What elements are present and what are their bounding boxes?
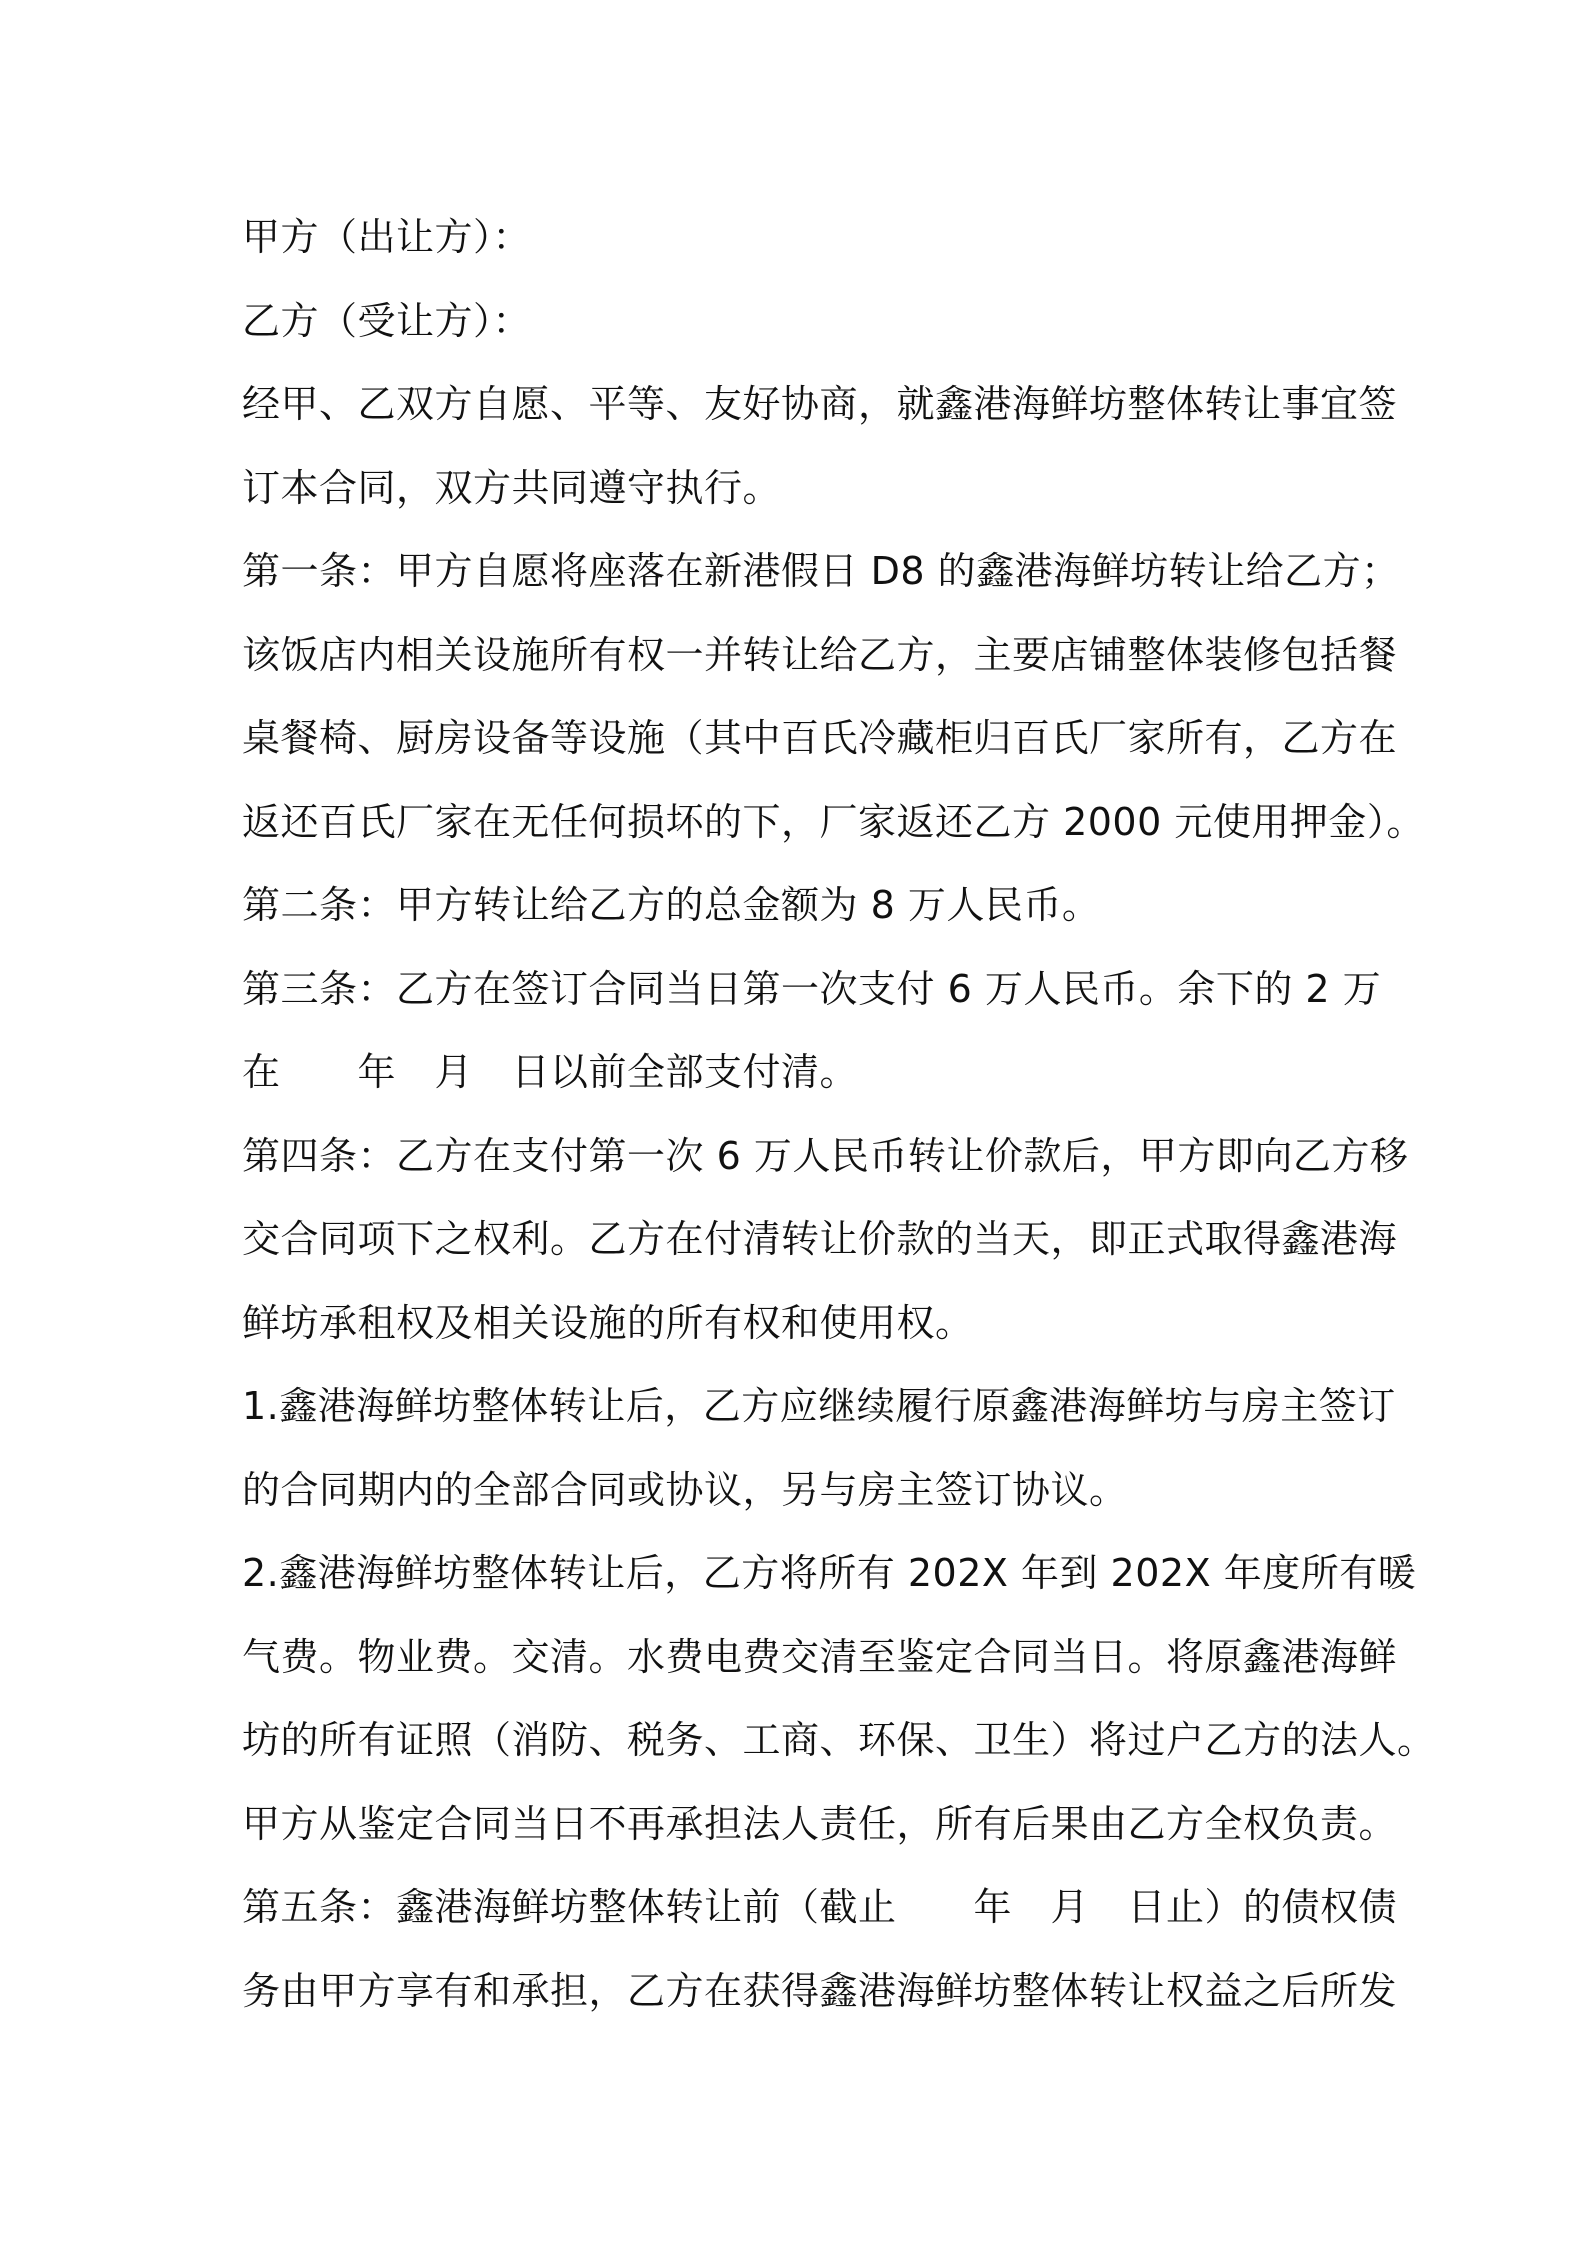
article-1-line: 第一条：甲方自愿将座落在新港假日 D8 的鑫港海鲜坊转让给乙方； [242,549,1400,593]
article-4-line: 鲜坊承租权及相关设施的所有权和使用权。 [242,1300,974,1345]
contract-body [242,196,1436,2033]
article-5-line: 第五条：鑫港海鲜坊整体转让前（截止 年 月 日止）的债权债 [242,1885,1398,1929]
clause-2-line: 2.鑫港海鲜坊整体转让后，乙方将所有 202X 年到 202X 年度所有暖 [242,1551,1417,1595]
clause-2-line: 甲方从鉴定合同当日不再承担法人责任，所有后果由乙方全权负责。 [242,1801,1398,1846]
article-1-line: 返还百氏厂家在无任何损坏的下，厂家返还乙方 2000 元使用押金）。 [242,799,1425,844]
article-2-line: 第二条：甲方转让给乙方的总金额为 8 万人民币。 [242,883,1101,927]
article-4-line: 交合同项下之权利。乙方在付清转让价款的当天，即正式取得鑫港海 [242,1217,1398,1261]
article-1-line: 桌餐椅、厨房设备等设施（其中百氏冷藏柜归百氏厂家所有，乙方在 [242,716,1398,760]
clause-1-line: 的合同期内的全部合同或协议，另与房主签订协议。 [242,1467,1128,1512]
article-5-line: 务由甲方享有和承担，乙方在获得鑫港海鲜坊整体转让权益之后所发 [242,1968,1398,2013]
article-1-line: 该饭店内相关设施所有权一并转让给乙方，主要店铺整体装修包括餐 [242,632,1398,677]
preamble-line: 经甲、乙双方自愿、平等、友好协商，就鑫港海鲜坊整体转让事宜签 [242,382,1398,426]
article-3-line: 第三条：乙方在签订合同当日第一次支付 6 万人民币。余下的 2 万 [242,966,1382,1011]
clause-1-line: 1.鑫港海鲜坊整体转让后，乙方应继续履行原鑫港海鲜坊与房主签订 [242,1384,1396,1428]
clause-2-line: 坊的所有证照（消防、税务、工商、环保、卫生）将过户乙方的法人。 [242,1718,1436,1762]
party-a-line: 甲方（出让方）： [242,215,532,259]
party-b-line: 乙方（受让方）： [242,298,532,343]
preamble-line: 订本合同，双方共同遵守执行。 [242,465,782,510]
clause-2-line: 气费。物业费。交清。水费电费交清至鉴定合同当日。将原鑫港海鲜 [242,1634,1398,1679]
article-4-line: 第四条：乙方在支付第一次 6 万人民币转让价款后，甲方即向乙方移 [242,1133,1409,1178]
article-3-line: 在 年 月 日以前全部支付清。 [242,1050,859,1094]
